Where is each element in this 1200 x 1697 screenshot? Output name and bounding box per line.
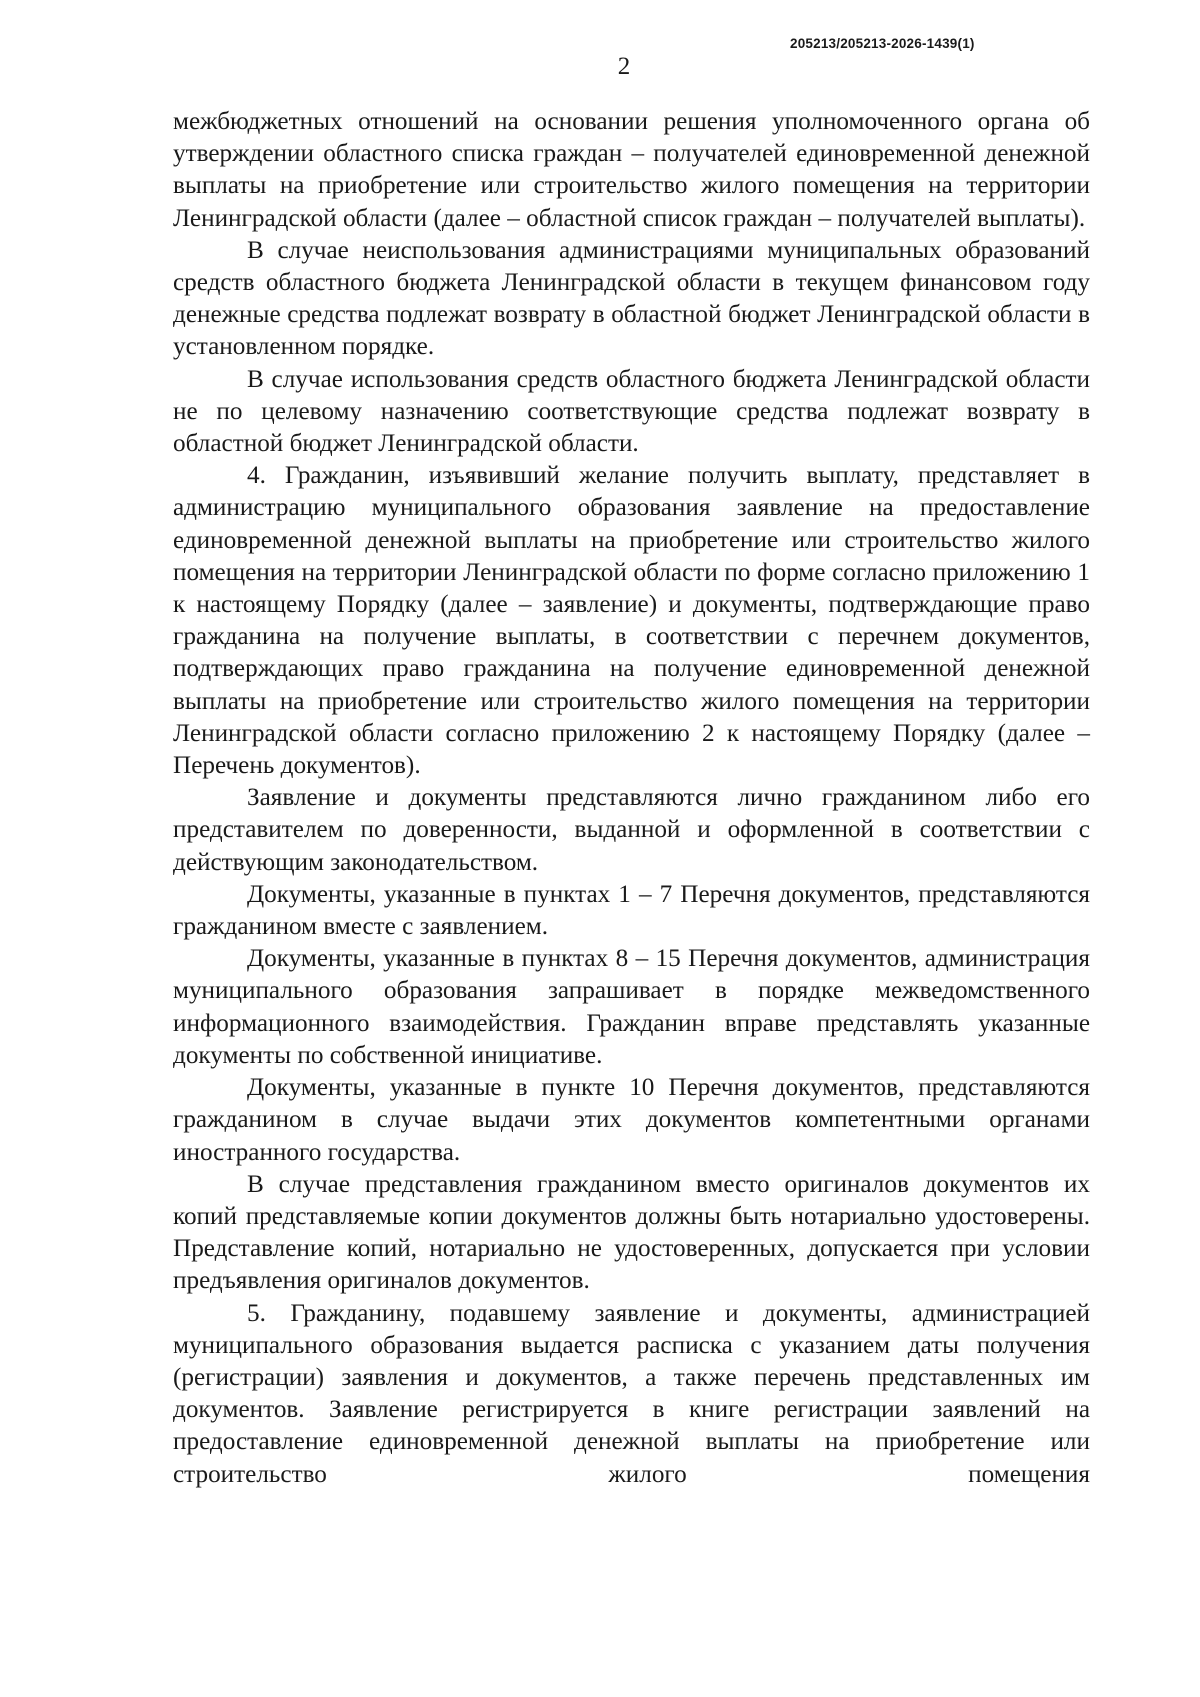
paragraph-continuation: межбюджетных отношений на основании решения уполномоченного органа об утверждении областного списка граждан – получателей единовременной денежной выплаты на приобретение или строительство жилого помещения на территории Ленинградской области (далее – областной список граждан – получателей выплаты). (173, 108, 1090, 232)
page-number: 2 (617, 53, 631, 80)
paragraph-item-4: 4. Гражданин, изъявивший желание получить выплату, представляет в администрацию муниципального образования заявление на предоставление единовременной денежной выплаты на приобретение или строительство жилого помещения на территории Ленинградской области по форме согласно приложению 1 к настоящему Порядку (далее – заявление) и документы, подтверждающие право гражданина на получение выплаты, в соответствии с перечнем документов, подтверждающих право гражданина на получение единовременной денежной выплаты на приобретение или строительство жилого помещения на территории Ленинградской области согласно приложению 2 к настоящему Порядку (далее – Перечень документов). (173, 462, 1090, 780)
document-body (173, 106, 1090, 1491)
paragraph-item-5: 5. Гражданину, подавшему заявление и документы, администрацией муниципального образования выдается расписка с указанием даты получения (регистрации) заявления и документов, а также перечень представленных им документов. Заявление регистрируется в книге регистрации заявлений на предоставление единовременной денежной выплаты на приобретение или строительство жилого помещения (173, 1299, 1090, 1488)
paragraph-misuse-of-funds: В случае использования средств областного бюджета Ленинградской области не по целевому назначению соответствующие средства подлежат возврату в областной бюджет Ленинградской области. (173, 365, 1090, 458)
paragraph-unused-funds: В случае неиспользования администрациями муниципальных образований средств областного бюджета Ленинградской области в текущем финансовом году денежные средства подлежат возврату в областной бюджет Ленинградской области в установленном порядке. (173, 236, 1090, 361)
paragraph-documents-1-7: Документы, указанные в пунктах 1 – 7 Перечня документов, представляются гражданином вместе с заявлением. (173, 880, 1090, 941)
paragraph-document-10: Документы, указанные в пункте 10 Перечня документов, представляются гражданином в случае выдачи этих документов компетентными органами иностранного государства. (173, 1074, 1090, 1166)
paragraph-submission: Заявление и документы представляются лично гражданином либо его представителем по доверенности, выданной и оформленной в соответствии с действующим законодательством. (173, 784, 1090, 876)
document-registration-number: 205213/205213-2026-1439(1) (790, 36, 975, 51)
paragraph-copies: В случае представления гражданином вместо оригиналов документов их копий представляемые копии документов должны быть нотариально удостоверены. Представление копий, нотариально не удостоверенных, допускается при условии предъявления оригиналов документов. (173, 1170, 1090, 1295)
paragraph-documents-8-15: Документы, указанные в пунктах 8 – 15 Перечня документов, администрация муниципального образования запрашивает в порядке межведомственного информационного взаимодействия. Гражданин вправе представлять указанные документы по собственной инициативе. (173, 945, 1090, 1069)
